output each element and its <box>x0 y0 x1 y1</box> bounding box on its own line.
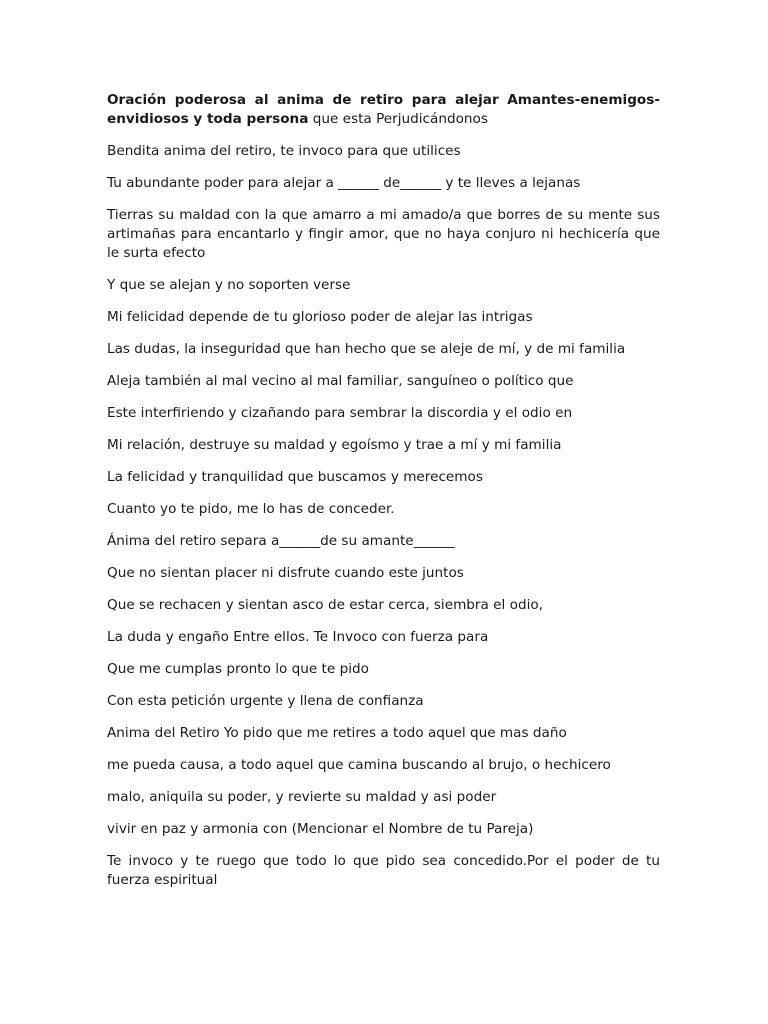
paragraph-line: La duda y engaño Entre ellos. Te Invoco con fuerza para <box>107 629 489 645</box>
paragraph-line: Mi felicidad depende de tu glorioso poder de alejar las intrigas <box>107 309 533 325</box>
paragraph-line: Cuanto yo te pido, me lo has de conceder. <box>107 501 395 517</box>
document-title <box>107 91 660 129</box>
paragraph-line: La felicidad y tranquilidad que buscamos y merecemos <box>107 469 483 485</box>
paragraph-line: Que no sientan placer ni disfrute cuando este juntos <box>107 565 464 581</box>
paragraph-line: Que se rechacen y sientan asco de estar cerca, siembra el odio, <box>107 597 543 613</box>
paragraph-line: Con esta petición urgente y llena de confianza <box>107 693 424 709</box>
paragraph-line: me pueda causa, a todo aquel que camina buscando al brujo, o hechicero <box>107 757 611 773</box>
paragraph-line: Aleja también al mal vecino al mal familiar, sanguíneo o político que <box>107 373 574 389</box>
paragraph-line: malo, aniquila su poder, y revierte su maldad y asi poder <box>107 789 497 805</box>
paragraph-line: Y que se alejan y no soporten verse <box>107 277 351 293</box>
paragraph-line: Ánima del retiro separa a______de su amante______ <box>107 533 455 549</box>
document-page <box>107 91 660 903</box>
paragraph-line: Tierras su maldad con la que amarro a mi amado/a que borres de su mente sus artimañas para encantarlo y fingir amor, que no haya conjuro ni hechicería que le surta efecto <box>107 207 660 261</box>
paragraph-line: Tu abundante poder para alejar a ______ de______ y te lleves a lejanas <box>107 175 581 191</box>
paragraph-line: Anima del Retiro Yo pido que me retires a todo aquel que mas daño <box>107 725 567 741</box>
paragraph-line: Bendita anima del retiro, te invoco para que utilices <box>107 143 461 159</box>
paragraph-line: Mi relación, destruye su maldad y egoísmo y trae a mí y mi familia <box>107 437 562 453</box>
title-bold-text: Oración poderosa al anima de retiro para alejar Amantes-enemigos-envidiosos y toda persona <box>107 92 660 127</box>
paragraph-line: Que me cumplas pronto lo que te pido <box>107 661 369 677</box>
paragraph-line: vivir en paz y armonia con (Mencionar el Nombre de tu Pareja) <box>107 821 534 837</box>
title-rest-text: que esta Perjudicándonos <box>308 111 488 127</box>
paragraph-line: Las dudas, la inseguridad que han hecho que se aleje de mí, y de mi familia <box>107 341 626 357</box>
paragraph-line: Este interfiriendo y cizañando para sembrar la discordia y el odio en <box>107 405 573 421</box>
paragraph-line: Te invoco y te ruego que todo lo que pido sea concedido.Por el poder de tu fuerza espiritual <box>107 853 660 888</box>
